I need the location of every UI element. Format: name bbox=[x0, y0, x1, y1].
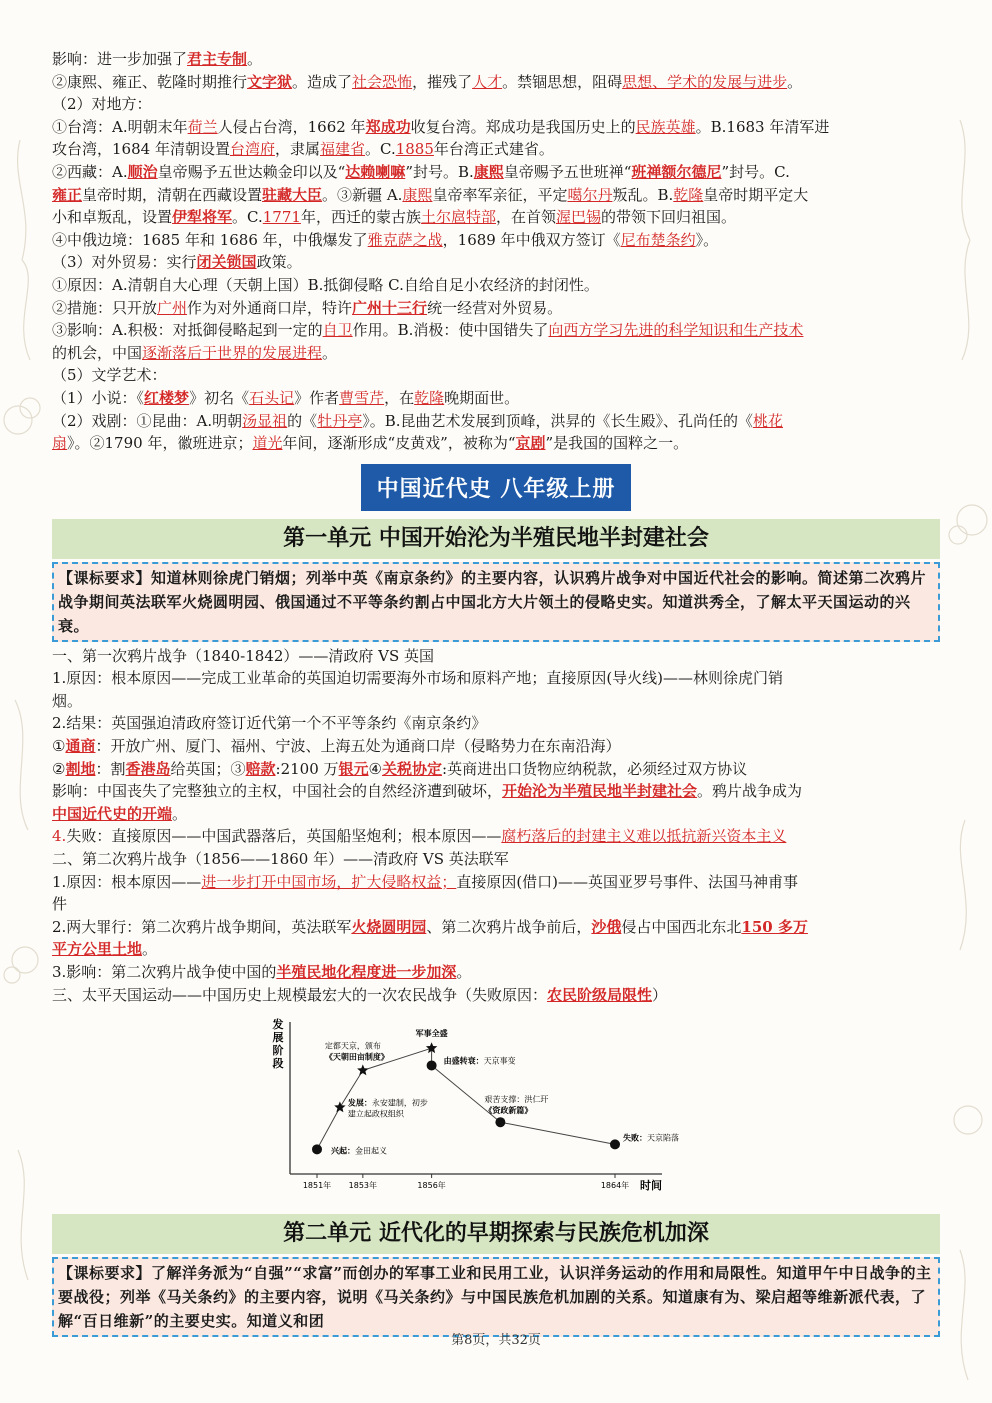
text-line: ②西藏：A.顺治皇帝赐予五世达赖金印以及“达赖喇嘛”封号。B.康熙皇帝赐予五世班禅“班禅额尔德尼”封号。C. bbox=[52, 162, 790, 181]
text-line: （1）小说：《红楼梦》初名《石头记》作者曹雪芹，在乾隆晚期面世。 bbox=[52, 388, 520, 407]
text-line: 4.失败：直接原因——中国武器落后，英国船坚炮利；根本原因——腐朽落后的封建主义难以抵抗新兴资本主义 bbox=[52, 827, 787, 846]
text-line: 3.影响：第二次鸦片战争使中国的半殖民地化程度进一步加深。 bbox=[52, 963, 472, 981]
text-line: ②割地：割香港岛给英国；③赔款:2100 万银元④关税协定:英商进出口货物应纳税款，必须经过双方协议 bbox=[52, 759, 748, 778]
x-axis-label: 时间 bbox=[640, 1179, 662, 1193]
point-label: 由盛转衰：天京事变 bbox=[443, 1056, 516, 1066]
text-line: ①原因：A.清朝自大心理（天朝上国）B.抵御侵略 C.自给自足小农经济的封闭性。 bbox=[52, 275, 599, 294]
x-tick-label: 1864年 bbox=[600, 1181, 630, 1191]
taiping-chart-svg bbox=[52, 1010, 940, 1204]
point-label-top: 艰苦支撑：洪仁玕 bbox=[484, 1095, 549, 1105]
point-label: 《资政新篇》 bbox=[484, 1106, 533, 1116]
unit2-requirement-box: 【课标要求】了解洋务派为“自强”“求富”而创办的军事工业和民用工业，认识洋务运动的作用和局限性。知道甲午中日战争的主要战役；列举《马关条约》的主要内容，说明《马关条约》与中国民族危机加剧的关系。知道康有为、梁启超等维新派代表，了解“百日维新”的主要史实。知道义和团 bbox=[52, 1257, 940, 1337]
text-line: 件 bbox=[52, 895, 68, 914]
text-line: ④中俄边境：1685 年和 1686 年，中俄爆发了雅克萨之战，1689 年中俄双方签订《尼布楚条约》。 bbox=[52, 230, 719, 249]
text-line: 一、第一次鸦片战争（1840-1842）——清政府 VS 英国 bbox=[52, 646, 435, 665]
text-line: ①通商：开放广州、厦门、福州、宁波、上海五处为通商口岸（侵略势力在东南沿海） bbox=[52, 737, 621, 756]
text-line: 影响：中国丧失了完整独立的主权，中国社会的自然经济遭到破坏，开始沦为半殖民地半封建社会。鸦片战争成为 bbox=[52, 782, 803, 801]
text-line: （2）戏剧：①昆曲：A.明朝汤显祖的《牡丹亭》。B.昆曲艺术发展到顶峰，洪昇的《长生殿》、孔尚任的《桃花 bbox=[52, 411, 784, 430]
star-marker bbox=[334, 1102, 345, 1113]
text-line: 攻台湾，1684 年清朝设置台湾府，隶属福建省。C.1885年台湾正式建省。 bbox=[52, 140, 554, 159]
text-line: （5）文学艺术： bbox=[52, 366, 167, 385]
point-label-top: 定都天京，颁布 bbox=[324, 1041, 381, 1051]
text-line: ③影响：A.积极：对抵御侵略起到一定的自卫作用。B.消极：使中国错失了向西方学习先进的科学知识和生产技术 bbox=[52, 321, 804, 340]
text-line: 烟。 bbox=[52, 691, 83, 710]
point-label: 发展：永安建制，初步 bbox=[347, 1098, 428, 1108]
section-title-wrap bbox=[52, 464, 940, 511]
point-label: 《天朝田亩制度》 bbox=[324, 1052, 389, 1062]
circle-marker bbox=[495, 1117, 505, 1127]
star-marker bbox=[357, 1065, 369, 1076]
circle-marker bbox=[610, 1140, 620, 1150]
x-tick-label: 1851年 bbox=[302, 1181, 332, 1191]
circle-marker bbox=[312, 1145, 322, 1155]
point-label: 失败：天京陷落 bbox=[623, 1133, 679, 1143]
point-label-cont: 建立起政权组织 bbox=[347, 1109, 404, 1119]
text-line: （2）对地方： bbox=[52, 95, 152, 114]
text-line: 中国近代史的开端。 bbox=[52, 804, 188, 823]
y-axis-label-char: 发 bbox=[272, 1018, 284, 1032]
text-line: 平方公里土地。 bbox=[52, 940, 158, 959]
text-line: 三、太平天国运动——中国历史上规模最宏大的一次农民战争（失败原因：农民阶级局限性） bbox=[52, 985, 668, 1004]
page-content bbox=[52, 48, 940, 1340]
y-axis-label-char: 段 bbox=[272, 1057, 284, 1071]
taiping-chart bbox=[52, 1010, 940, 1204]
point-label: 军事全盛 bbox=[415, 1029, 448, 1039]
text-line: 2.两大罪行：第二次鸦片战争期间，英法联军火烧圆明园、第二次鸦片战争前后，沙俄侵占中国西北东北150 多万 bbox=[52, 917, 808, 936]
y-axis-label-char: 阶 bbox=[272, 1044, 284, 1058]
text-line: （3）对外贸易：实行闭关锁国政策。 bbox=[52, 253, 302, 272]
text-line: 2.结果：英国强迫清政府签订近代第一个不平等条约《南京条约》 bbox=[52, 714, 487, 733]
page-footer: 第8页，共32页 bbox=[451, 1333, 541, 1348]
text-line: 1.原因：根本原因——完成工业革命的英国迫切需要海外市场和原料产地；直接原因(导火线)——林则徐虎门销 bbox=[52, 669, 784, 688]
text-line: ①台湾：A.明朝末年荷兰人侵占台湾，1662 年郑成功收复台湾。郑成功是我国历史上的民族英雄。B.1683 年清军进 bbox=[52, 117, 830, 136]
unit2-title: 第二单元 近代化的早期探索与民族危机加深 bbox=[52, 1214, 940, 1254]
y-axis-label-char: 展 bbox=[272, 1031, 284, 1045]
x-tick-label: 1853年 bbox=[348, 1181, 378, 1191]
section-title: 中国近代史 八年级上册 bbox=[361, 464, 632, 511]
text-line: ②措施：只开放广州作为对外通商口岸，特许广州十三行统一经营对外贸易。 bbox=[52, 298, 563, 317]
text-line: 二、第二次鸦片战争（1856——1860 年）——清政府 VS 英法联军 bbox=[52, 850, 509, 869]
point-label: 兴起：金田起义 bbox=[331, 1146, 387, 1156]
text-line: 的机会，中国逐渐落后于世界的发展进程。 bbox=[52, 343, 338, 362]
circle-marker bbox=[427, 1061, 437, 1071]
text-line: 影响：进一步加强了君主专制。 bbox=[52, 50, 263, 68]
text-line: 扇》。②1790 年，徽班进京；道光年间，逐渐形成“皮黄戏”，被称为“京剧”是我国的国粹之一。 bbox=[52, 434, 689, 453]
text-line: ②康熙、雍正、乾隆时期推行文字狱。造成了社会恐怖，摧残了人才。禁锢思想，阻碍思想、学术的发展与进步。 bbox=[52, 72, 803, 91]
text-line: 1.原因：根本原因——进一步打开中国市场，扩大侵略权益；直接原因(借口)——英国亚罗号事件、法国马神甫事 bbox=[52, 872, 799, 891]
unit1-requirement-box: 【课标要求】知道林则徐虎门销烟；列举中英《南京条约》的主要内容，认识鸦片战争对中国近代社会的影响。简述第二次鸦片战争期间英法联军火烧圆明园、俄国通过不平等条约割占中国北方大片领土的侵略史实。知道洪秀全，了解太平天国运动的兴衰。 bbox=[52, 562, 940, 642]
unit1-title: 第一单元 中国开始沦为半殖民地半封建社会 bbox=[52, 519, 940, 559]
x-tick-label: 1856年 bbox=[417, 1181, 446, 1191]
text-line: 雍正皇帝时期，清朝在西藏设置驻藏大臣。③新疆 A.康熙皇帝率军亲征，平定噶尔丹叛乱。B.乾隆皇帝时期平定大 bbox=[52, 185, 809, 204]
text-line: 小和卓叛乱，设置伊犁将军。C.1771年，西迁的蒙古族土尔扈特部，在首领渥巴锡的带领下回归祖国。 bbox=[52, 208, 737, 227]
